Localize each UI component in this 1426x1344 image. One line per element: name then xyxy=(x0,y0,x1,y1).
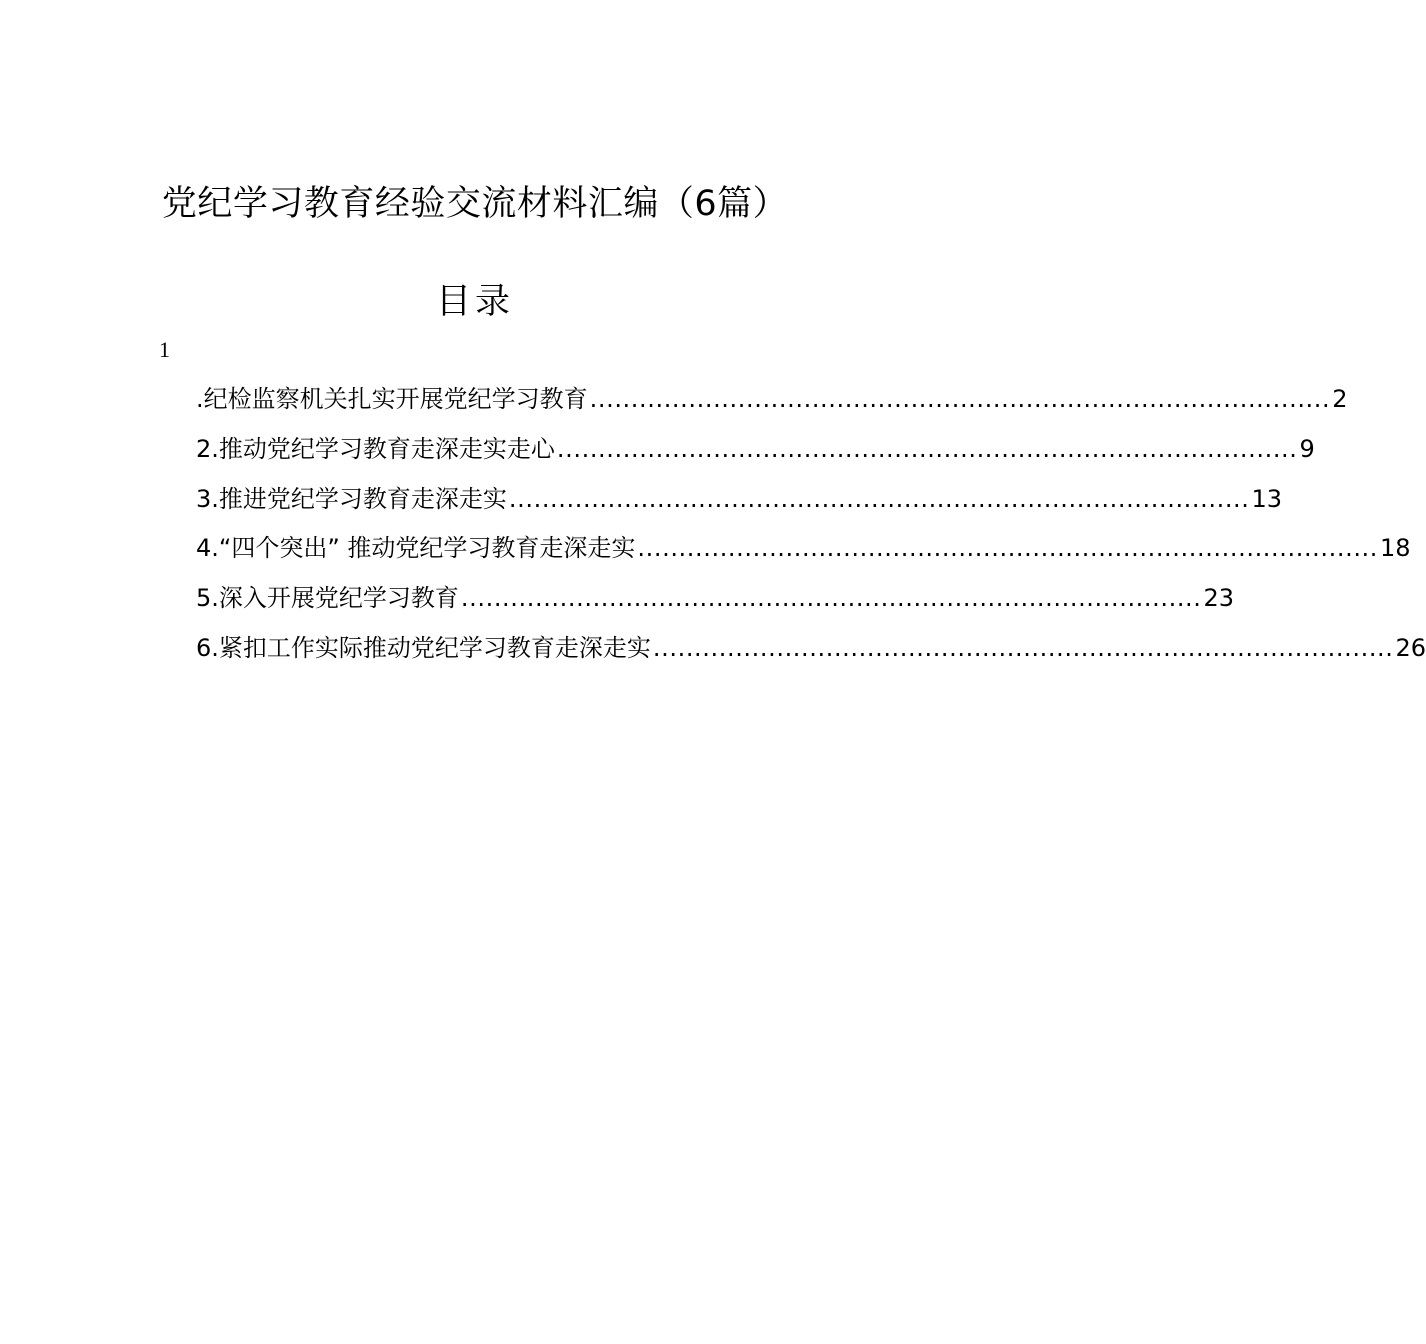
toc-dot-leader: .......................................................................................... xyxy=(508,484,1250,513)
document-title: 党纪学习教育经验交流材料汇编（6篇） xyxy=(161,184,789,224)
toc-entry-1[interactable] xyxy=(196,375,1348,425)
table-of-contents xyxy=(196,375,1426,674)
toc-entry-6[interactable] xyxy=(196,624,1426,674)
toc-entry-title: 4.“四个突出” 推动党纪学习教育走深走实 xyxy=(196,534,636,563)
toc-entry-title: 2.推动党纪学习教育走深走实走心 xyxy=(196,434,555,463)
toc-entry-page: 9 xyxy=(1299,434,1315,463)
page-marker: 1 xyxy=(159,337,170,362)
toc-entry-page: 13 xyxy=(1251,484,1283,513)
toc-entry-title: 3.推进党纪学习教育走深走实 xyxy=(196,484,507,513)
toc-entry-title: 6.紧扣工作实际推动党纪学习教育走深走实 xyxy=(196,633,651,662)
toc-entry-page: 23 xyxy=(1203,584,1235,613)
toc-dot-leader: .......................................................................................... xyxy=(556,434,1298,463)
toc-entry-3[interactable] xyxy=(196,475,1283,525)
toc-entry-4[interactable] xyxy=(196,524,1411,574)
toc-heading: 目录 xyxy=(435,282,514,322)
toc-dot-leader: .......................................................................................... xyxy=(589,385,1331,413)
toc-entry-5[interactable] xyxy=(196,574,1235,624)
toc-entry-page: 26 xyxy=(1395,633,1426,662)
toc-dot-leader: .......................................................................................... xyxy=(637,534,1379,563)
toc-dot-leader: .......................................................................................... xyxy=(652,633,1394,662)
toc-entry-page: 18 xyxy=(1380,534,1411,563)
toc-entry-title: 5.深入开展党纪学习教育 xyxy=(196,584,459,613)
toc-dot-leader: .......................................................................................... xyxy=(460,584,1202,613)
toc-entry-2[interactable] xyxy=(196,425,1315,475)
toc-entry-title: .纪检监察机关扎实开展党纪学习教育 xyxy=(196,385,588,413)
toc-entry-page: 2 xyxy=(1332,385,1348,413)
